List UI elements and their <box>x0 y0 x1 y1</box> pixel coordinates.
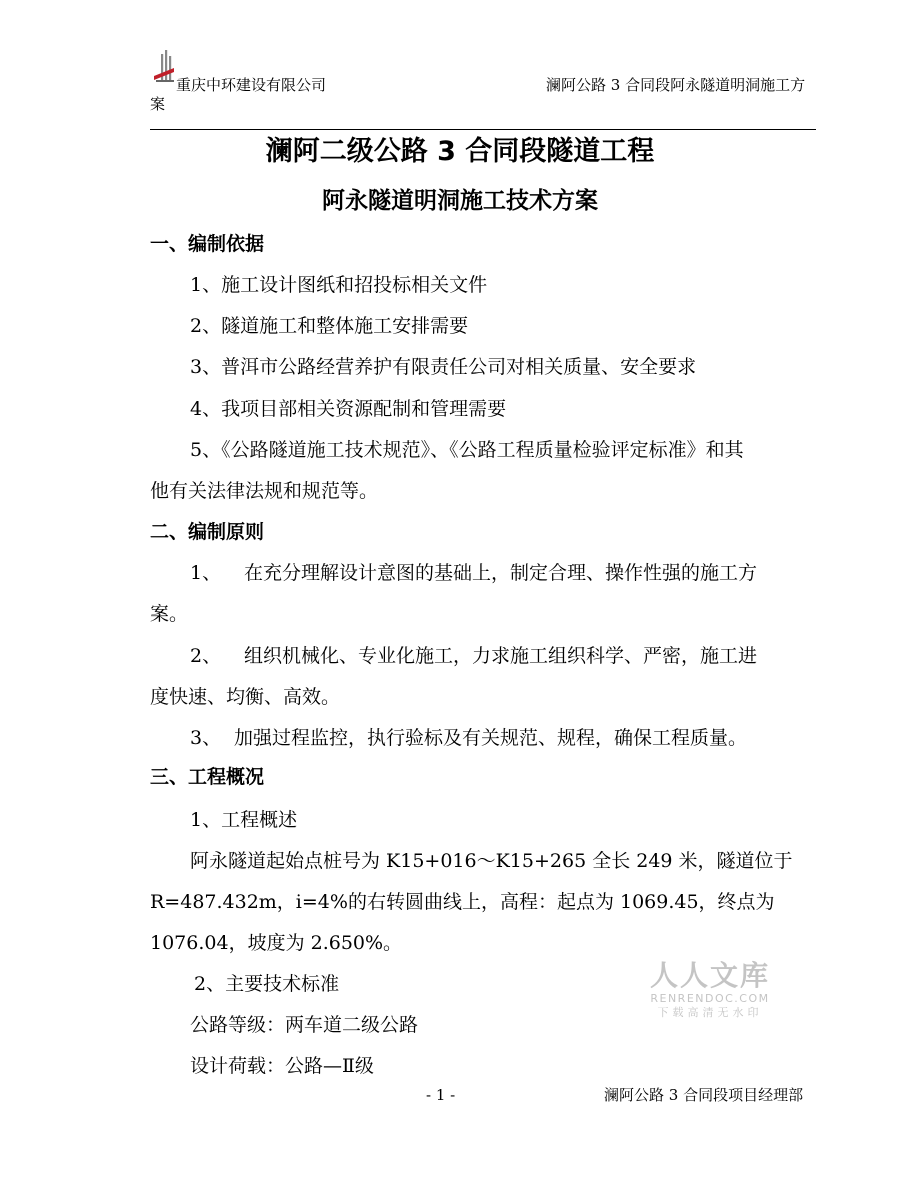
list-number: 2、 <box>190 645 222 667</box>
list-number: 3、 <box>190 727 222 749</box>
list-item: 5、《公路隧道施工技术规范》、《公路工程质量检验评定标准》和其 <box>190 439 744 461</box>
watermark <box>640 960 780 1020</box>
header-company: 重庆中环建设有限公司 <box>176 76 327 94</box>
list-item-continuation: 他有关法律法规和规范等。 <box>150 480 379 502</box>
list-item: 1、施工设计图纸和招投标相关文件 <box>190 274 488 296</box>
list-item <box>190 559 757 587</box>
paragraph-line: 1076.04，坡度为 2.650%。 <box>150 932 403 954</box>
list-item <box>190 642 757 670</box>
list-text: 加强过程监控，执行验标及有关规范、规程，确保工程质量。 <box>234 727 748 749</box>
list-number: 1、 <box>190 562 222 584</box>
page-number: - 1 - <box>426 1086 456 1104</box>
section-heading-basis: 一、编制依据 <box>150 233 265 255</box>
list-item <box>190 724 747 752</box>
header-divider <box>150 129 816 130</box>
list-item: 2、隧道施工和整体施工安排需要 <box>190 315 469 337</box>
spec-line: 公路等级：两车道二级公路 <box>190 1014 419 1036</box>
page-subtitle: 阿永隧道明洞施工技术方案 <box>322 188 598 214</box>
list-item: 3、普洱市公路经营养护有限责任公司对相关质量、安全要求 <box>190 356 697 378</box>
section-heading-overview: 三、工程概况 <box>150 766 265 788</box>
list-text: 组织机械化、专业化施工，力求施工组织科学、严密，施工进 <box>244 645 758 667</box>
footer-org: 澜阿公路 3 合同段项目经理部 <box>604 1086 804 1104</box>
list-item-continuation: 度快速、均衡、高效。 <box>150 686 341 708</box>
paragraph-line: R=487.432m，i=4%的右转圆曲线上，高程：起点为 1069.45，终点为 <box>150 891 775 913</box>
header-doc-title: 澜阿公路 3 合同段阿永隧道明洞施工方 <box>546 76 806 94</box>
section-heading-principles: 二、编制原则 <box>150 521 265 543</box>
page-title: 澜阿二级公路 3 合同段隧道工程 <box>265 136 655 167</box>
list-item-continuation: 案。 <box>150 603 189 625</box>
list-text: 在充分理解设计意图的基础上，制定合理、操作性强的施工方 <box>244 562 758 584</box>
spec-line: 设计荷载：公路—Ⅱ级 <box>190 1055 374 1077</box>
subsection-heading: 1、工程概述 <box>190 809 298 831</box>
watermark-slogan: 下载高清无水印 <box>657 1006 763 1019</box>
watermark-url: RENRENDOC.COM <box>650 992 770 1005</box>
subsection-heading: 2、主要技术标准 <box>194 973 340 995</box>
company-logo-icon <box>152 50 176 84</box>
header-company-wrap: 案 <box>150 95 166 113</box>
watermark-brand: 人人文库 <box>649 959 770 992</box>
list-item: 4、我项目部相关资源配制和管理需要 <box>190 398 507 420</box>
paragraph-line: 阿永隧道起始点桩号为 K15+016～K15+265 全长 249 米，隧道位于 <box>190 850 793 872</box>
